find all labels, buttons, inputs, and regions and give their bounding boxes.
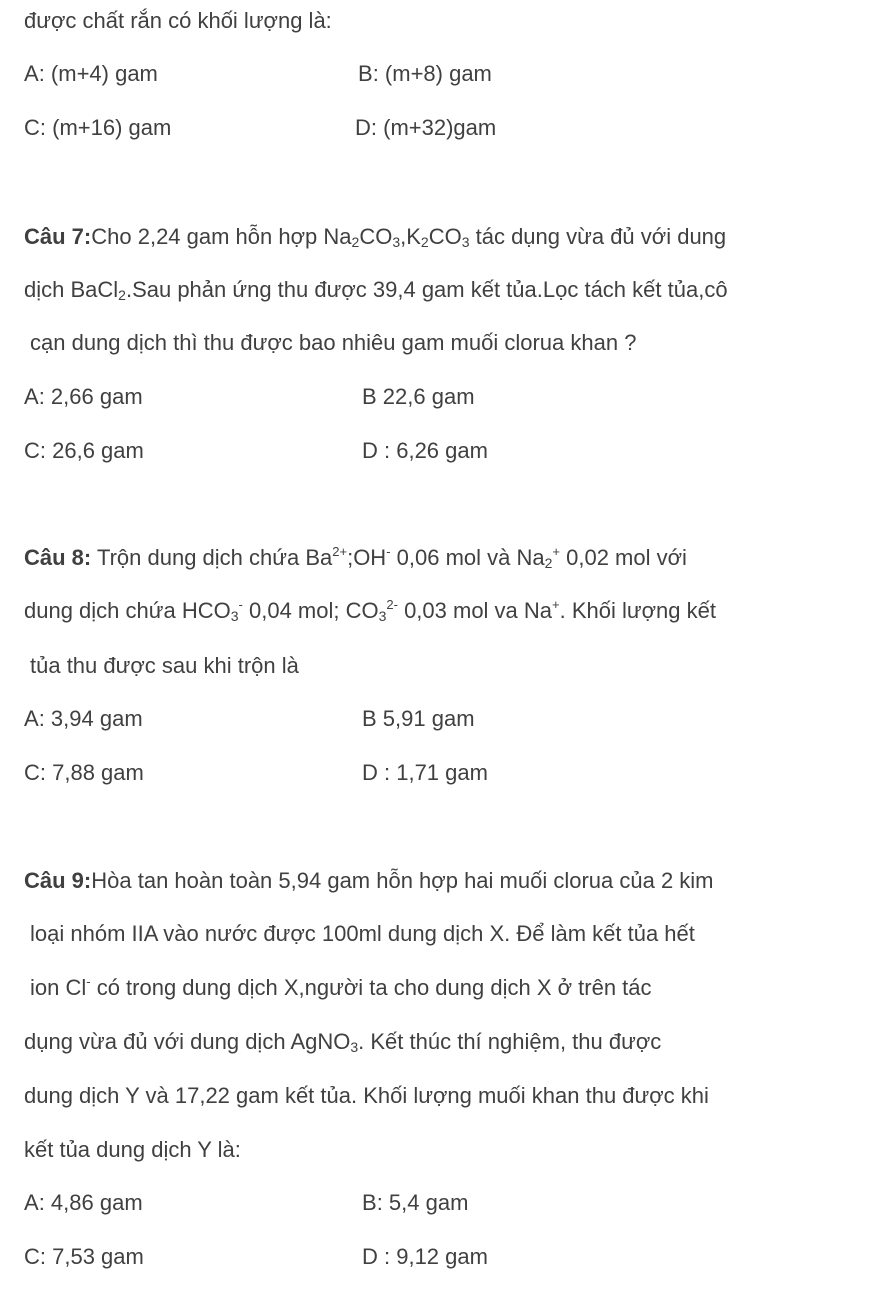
- q7-option-c: C: 26,6 gam: [24, 438, 144, 463]
- q7-option-b: B 22,6 gam: [362, 384, 475, 409]
- intro-option-a: A: (m+4) gam: [24, 61, 158, 86]
- q8-line-1: Câu 8: Trộn dung dịch chứa $Ba^{2+};OH^-$ 0,06 mol và $Na_2^+$ 0,02 mol với: [24, 544, 687, 571]
- q7-line-1: Câu 7:Cho 2,24 gam hỗn hợp $Na_2CO_3,K_2CO_3$ tác dụng vừa đủ với dung: [24, 224, 727, 250]
- intro-option-d: D: (m+32)gam: [355, 115, 497, 140]
- q8-line-2: dung dịch chứa $HCO_3^-$ 0,04 mol; $CO_3^{2-}$ 0,03 mol va Na+. Khối lượng kết: [24, 597, 716, 624]
- q9-line-6: kết tủa dung dịch Y là:: [24, 1137, 241, 1162]
- q8-label: Câu 8:: [24, 545, 92, 570]
- q9-line-5: dung dịch Y và 17,22 gam kết tủa. Khối lượng muối khan thu được khi: [24, 1083, 709, 1108]
- intro-line: được chất rắn có khối lượng là:: [24, 8, 332, 33]
- q8-line-3: tủa thu được sau khi trộn là: [30, 653, 299, 678]
- q9-line-4: dụng vừa đủ với dung dịch AgNO$_3$. Kết thúc thí nghiệm, thu được: [24, 1029, 662, 1055]
- q8-option-b: B 5,91 gam: [362, 706, 475, 731]
- q9-option-b: B: 5,4 gam: [362, 1190, 469, 1215]
- q7-option-d: D : 6,26 gam: [362, 438, 488, 463]
- intro-option-b: B: (m+8) gam: [358, 61, 492, 86]
- q9-label: Câu 9:: [24, 868, 92, 893]
- q7-line-3: cạn dung dịch thì thu được bao nhiêu gam muối clorua khan ?: [30, 330, 637, 355]
- intro-option-c: C: (m+16) gam: [24, 115, 172, 140]
- q8-option-d: D : 1,71 gam: [362, 760, 488, 785]
- q8-option-c: C: 7,88 gam: [24, 760, 144, 785]
- q9-line-2: loại nhóm IIA vào nước được 100ml dung dịch X. Để làm kết tủa hết: [30, 921, 695, 946]
- q7-label: Câu 7:: [24, 224, 92, 249]
- q7-line-2: dịch BaCl$_2$.Sau phản ứng thu được 39,4 gam kết tủa.Lọc tách kết tủa,cô: [24, 277, 728, 303]
- q9-option-d: D : 9,12 gam: [362, 1244, 488, 1269]
- q9-option-c: C: 7,53 gam: [24, 1244, 144, 1269]
- q9-line-1: Câu 9:Hòa tan hoàn toàn 5,94 gam hỗn hợp hai muối clorua của 2 kim: [24, 868, 714, 893]
- q7-option-a: A: 2,66 gam: [24, 384, 143, 409]
- q8-option-a: A: 3,94 gam: [24, 706, 143, 731]
- q9-line-3: ion Cl- có trong dung dịch X,người ta cho dung dịch X ở trên tác: [30, 974, 652, 1000]
- q9-option-a: A: 4,86 gam: [24, 1190, 143, 1215]
